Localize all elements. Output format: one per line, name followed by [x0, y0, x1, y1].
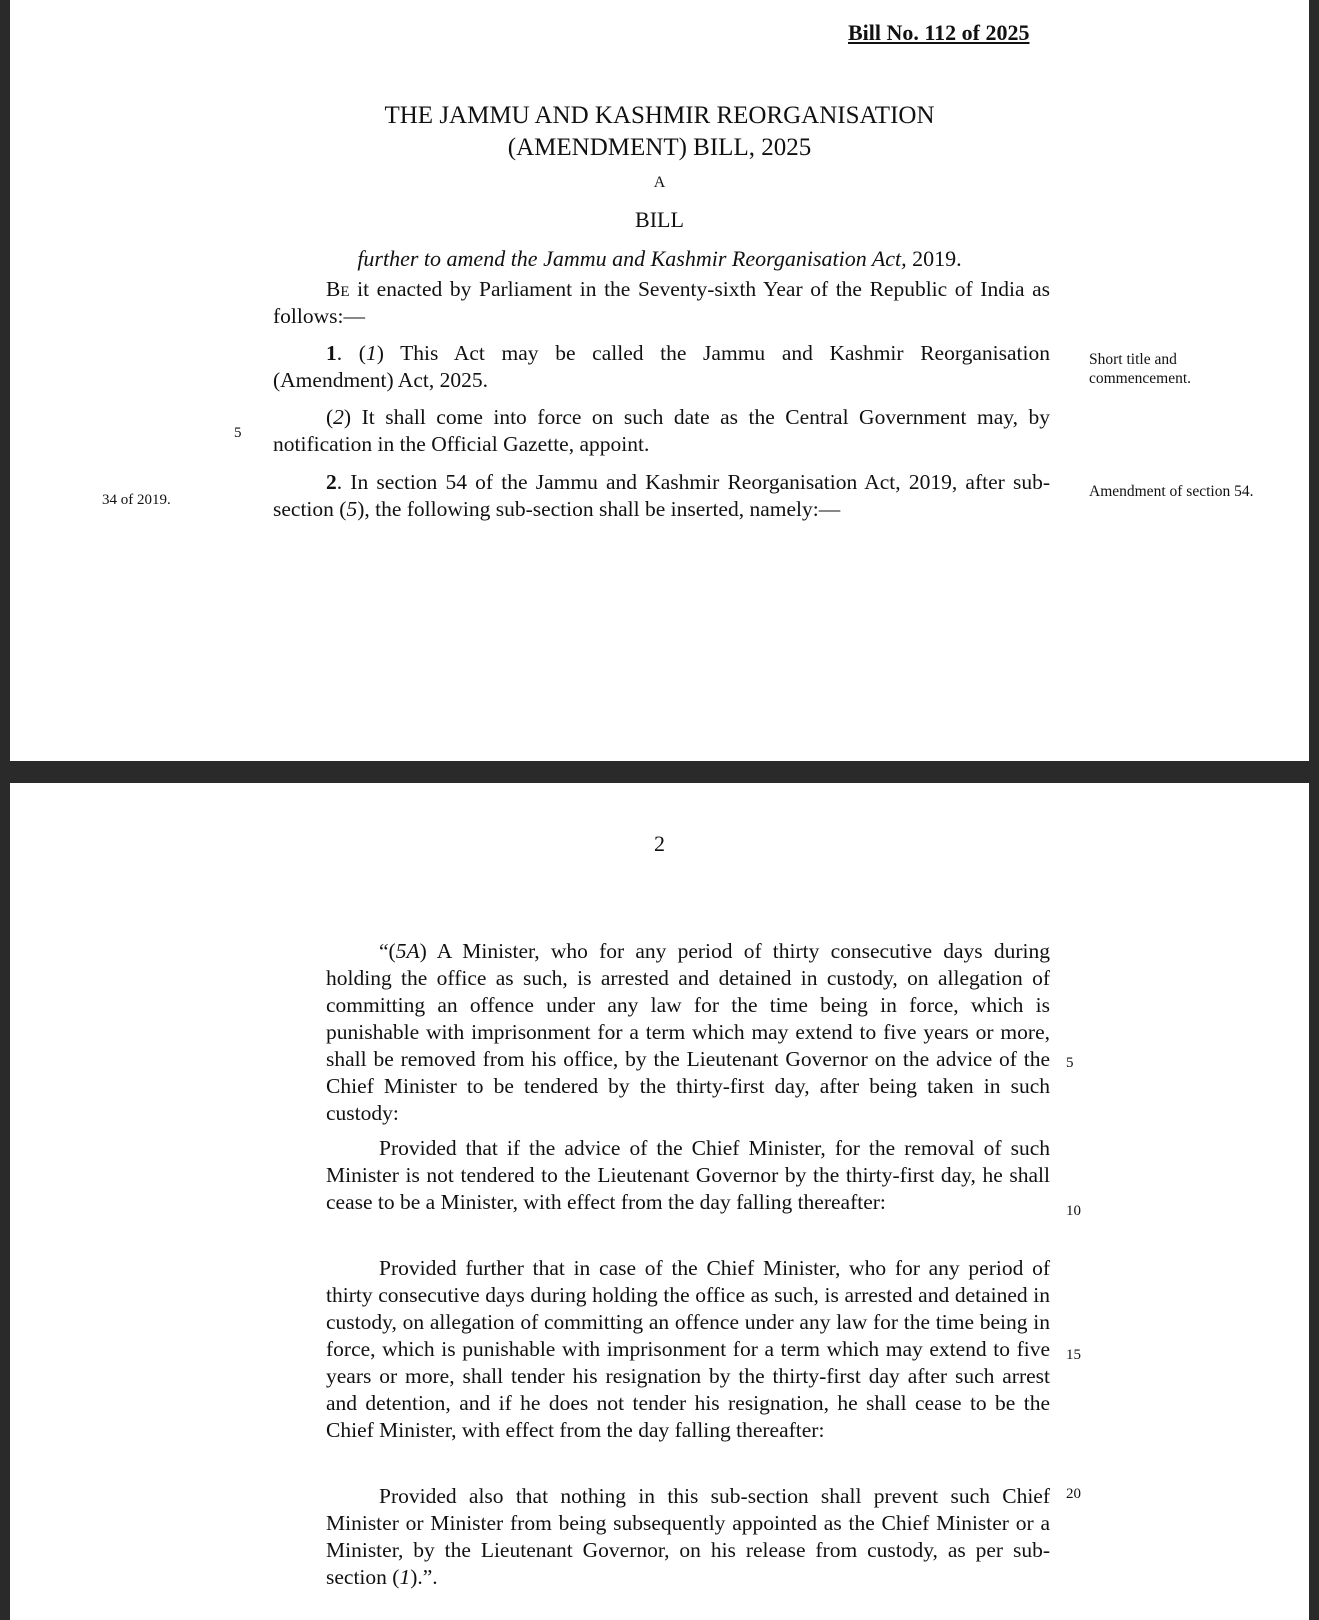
subsection-5a-text: ) A Minister, who for any period of thirty consecutive days during holding the office as such, is arrested and detained in custody, on allegation of committing an offence under any law for the time being in force, which is punishable with imprisonment for a term which may extend to five years or more, shall be removed from his office, by the Lieutenant Governor on the advice of the Chief Minister to be tendered by the thirty-first day, after being taken in such custody: — [326, 939, 1050, 1125]
subsection-1-number: 1 — [365, 341, 377, 365]
section-1-2: (2) It shall come into force on such date as the Central Government may, by notification in the Official Gazette, appoint. — [273, 405, 1050, 456]
enacting-first-word: Be — [326, 277, 350, 301]
third-proviso-sub: 1 — [399, 1565, 411, 1589]
first-proviso: Provided that if the advice of the Chief Minister, for the removal of such Minister is not tendered to the Lieutenant Governor by the thirty-first day, he shall cease to be a Minister, with effect from the day falling thereafter: — [326, 1136, 1050, 1214]
section-2-sub: 5 — [346, 497, 358, 521]
page-number: 2 — [654, 831, 665, 856]
long-title-italic: further to amend the Jammu and Kashmir Reorganisation Act, — [357, 246, 907, 271]
bill-title — [10, 100, 1309, 164]
section-1-1-text: This Act may be called the Jammu and Kashmir Reorganisation (Amendment) Act, 2025. — [273, 341, 1050, 392]
section-2-number: 2 — [326, 470, 337, 494]
margin-note-act-reference: 34 of 2019. — [102, 492, 171, 508]
section-2-text-a: . In section 54 of the Jammu and Kashmir Reorganisation Act, 2019, after sub-section ( — [273, 470, 1050, 521]
margin-note-amendment: Amendment of section 54. — [1089, 483, 1254, 500]
line-number-10: 10 — [1066, 1203, 1081, 1219]
long-title — [10, 246, 1309, 272]
bill-title-line2: (AMENDMENT) BILL, 2025 — [507, 134, 812, 161]
line-number-15: 15 — [1066, 1347, 1081, 1363]
bill-number: Bill No. 112 of 2025 — [848, 20, 1030, 45]
section-1-2-text: It shall come into force on such date as the Central Government may, by notification in the Official Gazette, appoint. — [273, 405, 1050, 456]
bill-title-line1: THE JAMMU AND KASHMIR REORGANISATION — [384, 102, 935, 129]
section-1-number: 1 — [326, 341, 337, 365]
third-proviso-text: Provided also that nothing in this sub-section shall prevent such Chief Minister or Minister from being subsequently appointed as the Chief Minister or a Minister, by the Lieutenant Governor, on his release from custody, as per sub-section ( — [326, 1484, 1050, 1589]
section-2 — [273, 469, 1050, 523]
quote-open: “( — [379, 939, 396, 963]
bill-heading: BILL — [635, 207, 684, 232]
page-two — [10, 783, 1309, 1620]
line-number-5: 5 — [1066, 1055, 1074, 1071]
section-2-text-b: ), the following sub-section shall be inserted, namely:— — [357, 497, 841, 521]
line-number-5: 5 — [234, 425, 242, 441]
subsection-5a-number: 5A — [395, 939, 420, 963]
enacting-text: it enacted by Parliament in the Seventy-sixth Year of the Republic of India as follows:— — [273, 277, 1050, 328]
subsection-2-number: 2 — [333, 405, 344, 429]
quote-close: ).”. — [410, 1565, 438, 1589]
page-one — [10, 0, 1309, 761]
enacting-formula — [273, 276, 1050, 330]
long-title-year: 2019. — [906, 246, 962, 271]
third-proviso — [326, 1483, 1050, 1591]
second-proviso: Provided further that in case of the Chief Minister, who for any period of thirty consecutive days during holding the office as such, is arrested and detained in custody, on allegation of committing an offence under any law for the time being in force, which is punishable with imprisonment for a term which may extend to five years or more, shall tender his resignation by the thirty-first day after such arrest and detention, and if he does not tender his resignation, he shall cease to be the Chief Minister, with effect from the day falling thereafter: — [326, 1256, 1050, 1442]
section-1-1: 1. (1) This Act may be called the Jammu and Kashmir Reorganisation (Amendment) Act, 2025. — [273, 341, 1050, 392]
margin-note-short-title: Short title and commencement. — [1089, 351, 1191, 387]
line-number-20: 20 — [1066, 1486, 1081, 1502]
article-a: A — [653, 174, 666, 191]
subsection-5a — [326, 938, 1050, 1127]
